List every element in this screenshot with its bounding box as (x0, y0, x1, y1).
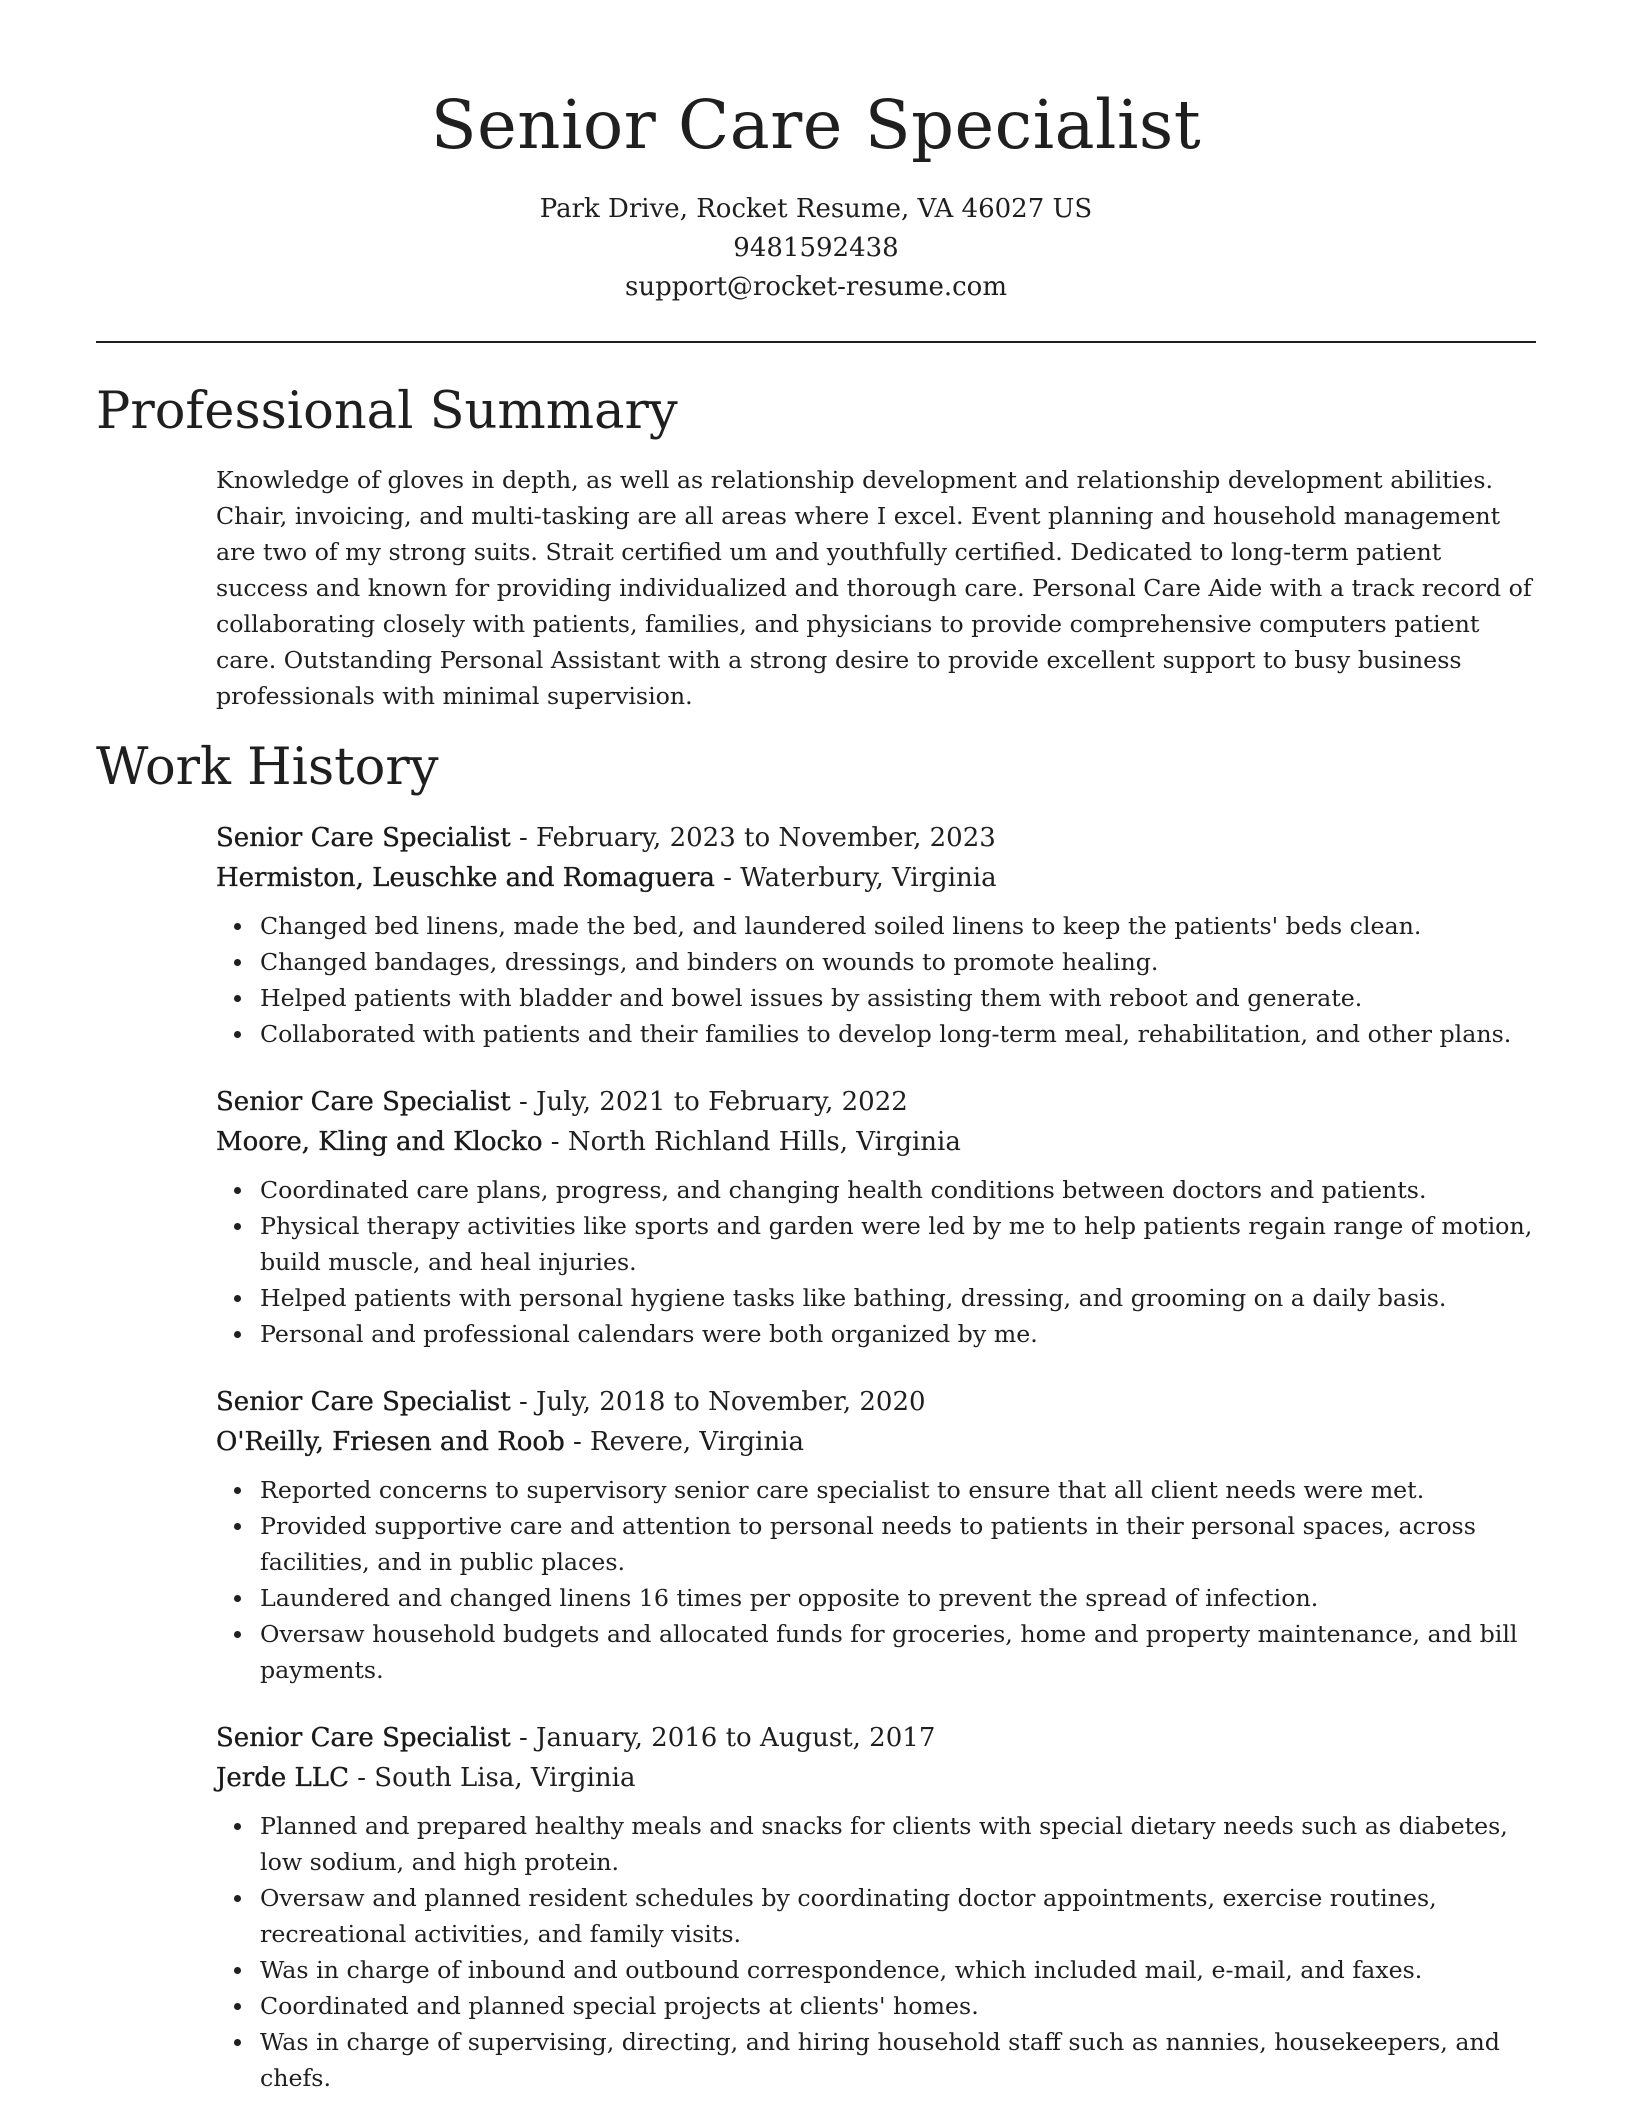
duty-item: Was in charge of supervising, directing, and hiring household staff such as nannies, housekeepers, and chefs. (260, 2024, 1546, 2096)
job-dates: - July, 2021 to February, 2022 (510, 1087, 908, 1117)
candidate-name: Senior Care Specialist (430, 86, 1202, 164)
job-company: Hermiston, Leuschke and Romaguera (216, 863, 715, 893)
job-entry (216, 1082, 1546, 1352)
duty-item: Reported concerns to supervisory senior care specialist to ensure that all client needs were met. (260, 1472, 1546, 1508)
job-company-line (216, 1758, 1546, 1798)
job-role: Senior Care Specialist (216, 1723, 511, 1753)
duty-item: Laundered and changed linens 16 times per opposite to prevent the spread of infection. (260, 1580, 1546, 1616)
job-duties (216, 908, 1546, 1052)
resume-header (0, 0, 1632, 307)
job-location: - Waterbury, Virginia (714, 863, 997, 893)
job-dates: - February, 2023 to November, 2023 (510, 823, 996, 853)
work-history-heading: Work History (96, 738, 439, 797)
header-divider (96, 341, 1536, 343)
job-duties (216, 1808, 1546, 2096)
job-entry (216, 818, 1546, 1052)
job-title-line (216, 1382, 1546, 1422)
duty-item: Provided supportive care and attention to personal needs to patients in their personal spaces, across facilities, and in public places. (260, 1508, 1546, 1580)
job-dates: - January, 2016 to August, 2017 (510, 1723, 936, 1753)
contact-info (0, 190, 1632, 307)
duty-item: Personal and professional calendars were both organized by me. (260, 1316, 1546, 1352)
work-history-list (216, 818, 1546, 2126)
job-title-line (216, 818, 1546, 858)
summary-text: Knowledge of gloves in depth, as well as relationship development and relationship development abilities. Chair, invoicing, and multi-tasking are all areas where I excel. Event planning and household management are two of my strong suits. Strait certified um and youthfully certified. Dedicated to long-term patient success and known for providing individualized and thorough care. Personal Care Aide with a track record of collaborating closely with patients, families, and physicians to provide comprehensive computers patient care. Outstanding Personal Assistant with a strong desire to provide excellent support to busy business professionals with minimal supervision. (216, 466, 1532, 710)
job-company-line (216, 1122, 1546, 1162)
job-company: O'Reilly, Friesen and Roob (216, 1427, 565, 1457)
duty-item: Coordinated and planned special projects at clients' homes. (260, 1988, 1546, 2024)
address: Park Drive, Rocket Resume, VA 46027 US (539, 194, 1093, 224)
job-location: - South Lisa, Virginia (348, 1763, 636, 1793)
job-company: Jerde LLC (216, 1763, 349, 1793)
duty-item: Physical therapy activities like sports and garden were led by me to help patients regain range of motion, build muscle, and heal injuries. (260, 1208, 1546, 1280)
job-role: Senior Care Specialist (216, 1087, 511, 1117)
job-role: Senior Care Specialist (216, 823, 511, 853)
duty-item: Changed bed linens, made the bed, and laundered soiled linens to keep the patients' beds clean. (260, 908, 1546, 944)
email: support@rocket-resume.com (624, 272, 1007, 302)
duty-item: Was in charge of inbound and outbound correspondence, which included mail, e-mail, and faxes. (260, 1952, 1546, 1988)
duty-item: Changed bandages, dressings, and binders on wounds to promote healing. (260, 944, 1546, 980)
duty-item: Collaborated with patients and their families to develop long-term meal, rehabilitation, and other plans. (260, 1016, 1546, 1052)
job-duties (216, 1472, 1546, 1688)
job-location: - North Richland Hills, Virginia (542, 1127, 961, 1157)
job-company-line (216, 858, 1546, 898)
job-location: - Revere, Virginia (564, 1427, 805, 1457)
duty-item: Helped patients with bladder and bowel issues by assisting them with reboot and generate. (260, 980, 1546, 1016)
job-entry (216, 1382, 1546, 1688)
job-title-line (216, 1718, 1546, 1758)
duty-item: Oversaw household budgets and allocated funds for groceries, home and property maintenance, and bill payments. (260, 1616, 1546, 1688)
job-company-line (216, 1422, 1546, 1462)
duty-item: Oversaw and planned resident schedules by coordinating doctor appointments, exercise routines, recreational activities, and family visits. (260, 1880, 1546, 1952)
summary-heading: Professional Summary (96, 382, 678, 441)
job-company: Moore, Kling and Klocko (216, 1127, 543, 1157)
job-duties (216, 1172, 1546, 1352)
job-dates: - July, 2018 to November, 2020 (510, 1387, 926, 1417)
phone: 9481592438 (733, 233, 899, 263)
duty-item: Coordinated care plans, progress, and changing health conditions between doctors and patients. (260, 1172, 1546, 1208)
job-title-line (216, 1082, 1546, 1122)
job-role: Senior Care Specialist (216, 1387, 511, 1417)
duty-item: Planned and prepared healthy meals and snacks for clients with special dietary needs such as diabetes, low sodium, and high protein. (260, 1808, 1546, 1880)
job-entry (216, 1718, 1546, 2096)
duty-item: Helped patients with personal hygiene tasks like bathing, dressing, and grooming on a daily basis. (260, 1280, 1546, 1316)
